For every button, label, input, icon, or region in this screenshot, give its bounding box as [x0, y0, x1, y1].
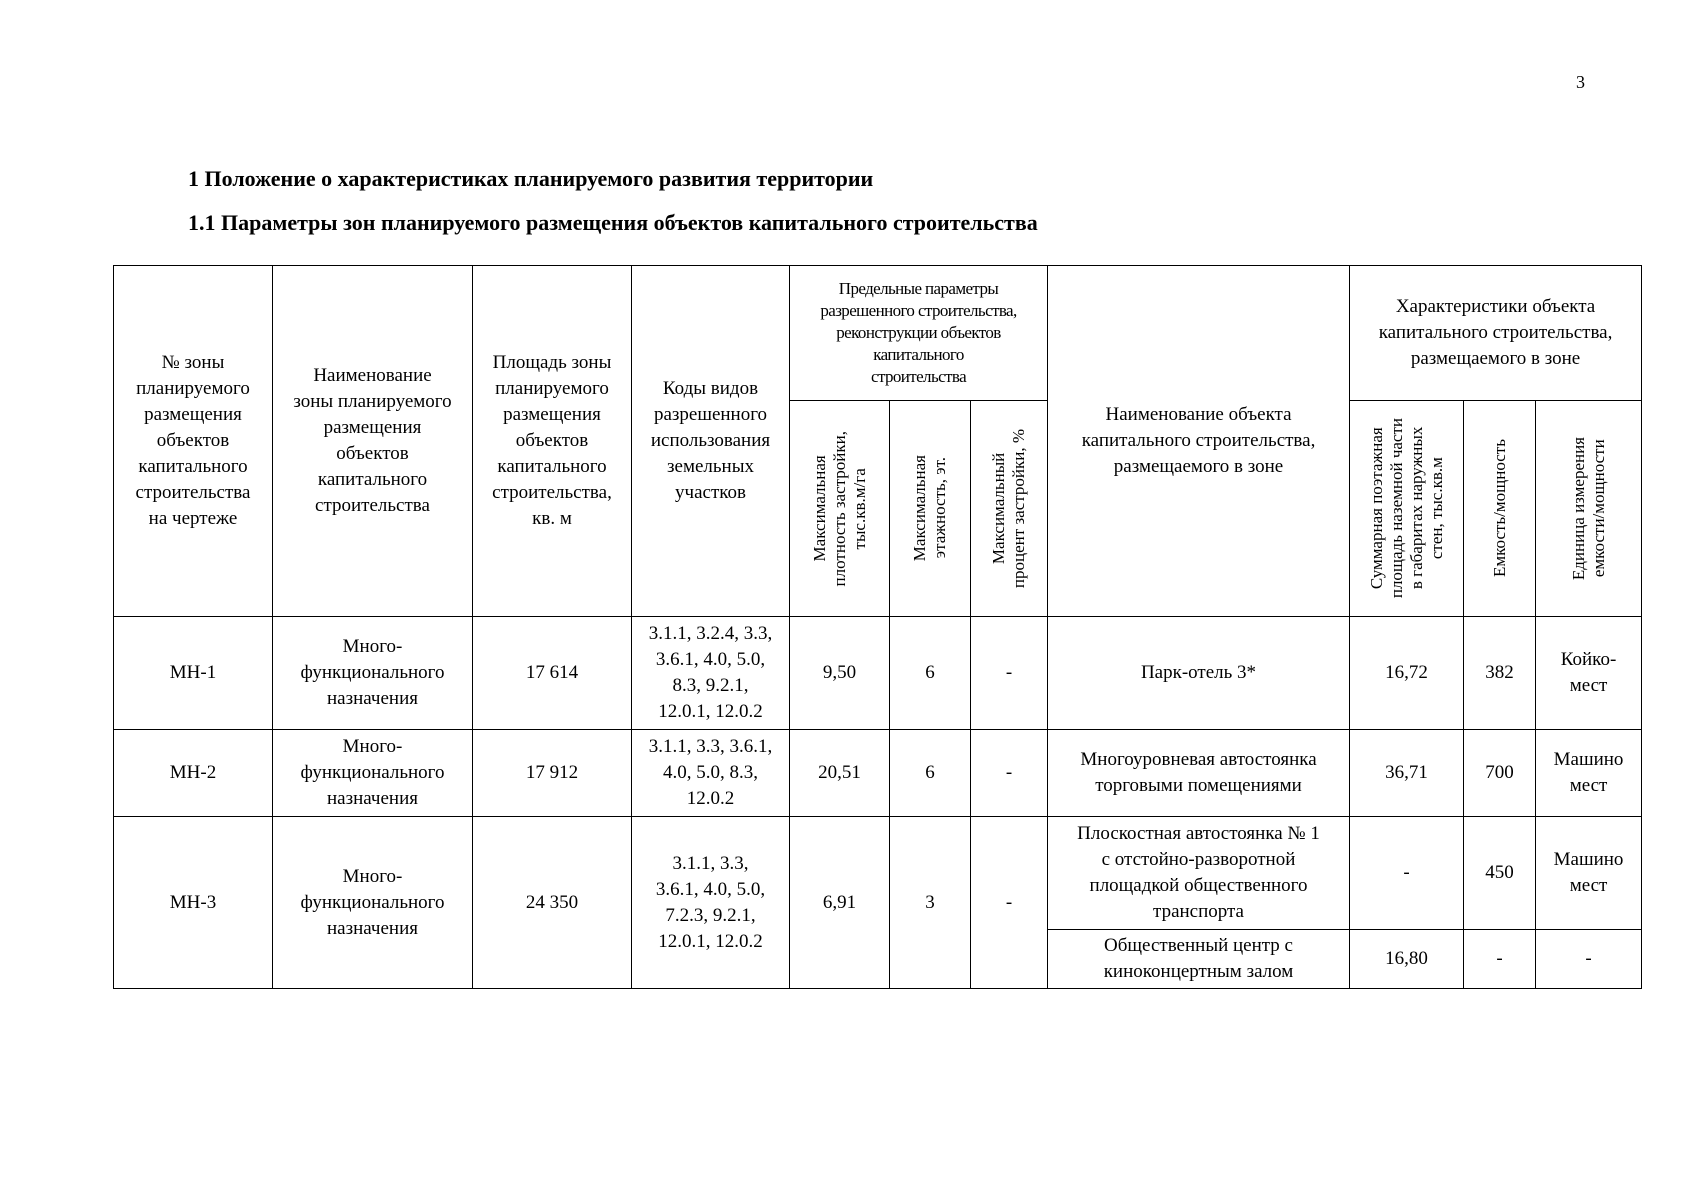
capacity-cell: 700	[1464, 730, 1536, 817]
max-floors-cell: 6	[890, 617, 971, 730]
max-floors-cell: 3	[890, 817, 971, 989]
table-row	[114, 730, 1642, 817]
total-area-cell: 16,72	[1350, 617, 1464, 730]
header-limits-group: Предельные параметры разрешенного строительства, реконструкции объектов капитального строительства	[790, 266, 1048, 401]
zone-no-cell: МН-2	[114, 730, 273, 817]
capacity-unit-cell: Машино мест	[1536, 730, 1642, 817]
header-zone-no: № зоны планируемого размещения объектов капитального строительства на чертеже	[114, 266, 273, 617]
object-name-cell: Общественный центр с киноконцертным залом	[1048, 930, 1350, 989]
header-capacity: Емкость/мощность	[1489, 439, 1509, 578]
capacity-unit-cell: Машино мест	[1536, 817, 1642, 930]
object-name-cell: Парк-отель 3*	[1048, 617, 1350, 730]
codes-cell: 3.1.1, 3.3, 3.6.1, 4.0, 5.0, 7.2.3, 9.2.1, 12.0.1, 12.0.2	[632, 817, 790, 989]
header-capacity-unit: Единица измерения емкости/мощности	[1568, 436, 1608, 581]
area-cell: 17 614	[473, 617, 632, 730]
max-density-cell: 6,91	[790, 817, 890, 989]
max-floors-cell: 6	[890, 730, 971, 817]
header-max-percent: Максимальный процент застройки, %	[989, 428, 1028, 589]
header-max-floors: Максимальная этажность, эт.	[910, 455, 949, 562]
max-percent-cell: -	[971, 817, 1048, 989]
capacity-unit-cell: -	[1536, 930, 1642, 989]
header-max-density-cell	[790, 401, 890, 617]
total-area-cell: -	[1350, 817, 1464, 930]
capacity-cell: 450	[1464, 817, 1536, 930]
max-density-cell: 9,50	[790, 617, 890, 730]
codes-cell: 3.1.1, 3.2.4, 3.3, 3.6.1, 4.0, 5.0, 8.3, 9.2.1, 12.0.1, 12.0.2	[632, 617, 790, 730]
zone-name-cell: Много- функционального назначения	[273, 817, 473, 989]
header-max-percent-cell	[971, 401, 1048, 617]
zone-parameters-table	[113, 265, 1642, 989]
codes-cell: 3.1.1, 3.3, 3.6.1, 4.0, 5.0, 8.3, 12.0.2	[632, 730, 790, 817]
total-area-cell: 36,71	[1350, 730, 1464, 817]
object-name-cell: Плоскостная автостоянка № 1 с отстойно-разворотной площадкой общественного транспорта	[1048, 817, 1350, 930]
header-total-area: Суммарная поэтажная площадь наземной части в габаритах наружных стен, тыс.кв.м	[1366, 418, 1446, 599]
zone-no-cell: МН-1	[114, 617, 273, 730]
header-codes: Коды видов разрешенного использования земельных участков	[632, 266, 790, 617]
header-max-floors-cell	[890, 401, 971, 617]
header-area: Площадь зоны планируемого размещения объектов капитального строительства, кв. м	[473, 266, 632, 617]
zone-name-cell: Много- функционального назначения	[273, 617, 473, 730]
zone-name-cell: Много- функционального назначения	[273, 730, 473, 817]
zone-no-cell: МН-3	[114, 817, 273, 989]
max-percent-cell: -	[971, 730, 1048, 817]
object-name-cell: Многоуровневая автостоянка торговыми помещениями	[1048, 730, 1350, 817]
header-object-name: Наименование объекта капитального строительства, размещаемого в зоне	[1048, 266, 1350, 617]
area-cell: 24 350	[473, 817, 632, 989]
page-number: 3	[1576, 72, 1585, 92]
header-capacity-unit-cell	[1536, 401, 1642, 617]
total-area-cell: 16,80	[1350, 930, 1464, 989]
table-row	[114, 817, 1642, 930]
header-max-density: Максимальная плотность застройки, тыс.кв.м/га	[809, 430, 869, 587]
table-row	[114, 617, 1642, 730]
header-zone-name: Наименование зоны планируемого размещения объектов капитального строительства	[273, 266, 473, 617]
header-capacity-cell	[1464, 401, 1536, 617]
max-density-cell: 20,51	[790, 730, 890, 817]
area-cell: 17 912	[473, 730, 632, 817]
capacity-cell: 382	[1464, 617, 1536, 730]
header-total-area-cell	[1350, 401, 1464, 617]
subsection-heading: 1.1 Параметры зон планируемого размещения объектов капитального строительства	[188, 210, 1038, 235]
header-row-top	[114, 266, 1642, 401]
capacity-cell: -	[1464, 930, 1536, 989]
header-characteristics-group: Характеристики объекта капитального строительства, размещаемого в зоне	[1350, 266, 1642, 401]
section-heading: 1 Положение о характеристиках планируемого развития территории	[188, 166, 874, 191]
max-percent-cell: -	[971, 617, 1048, 730]
capacity-unit-cell: Койко- мест	[1536, 617, 1642, 730]
